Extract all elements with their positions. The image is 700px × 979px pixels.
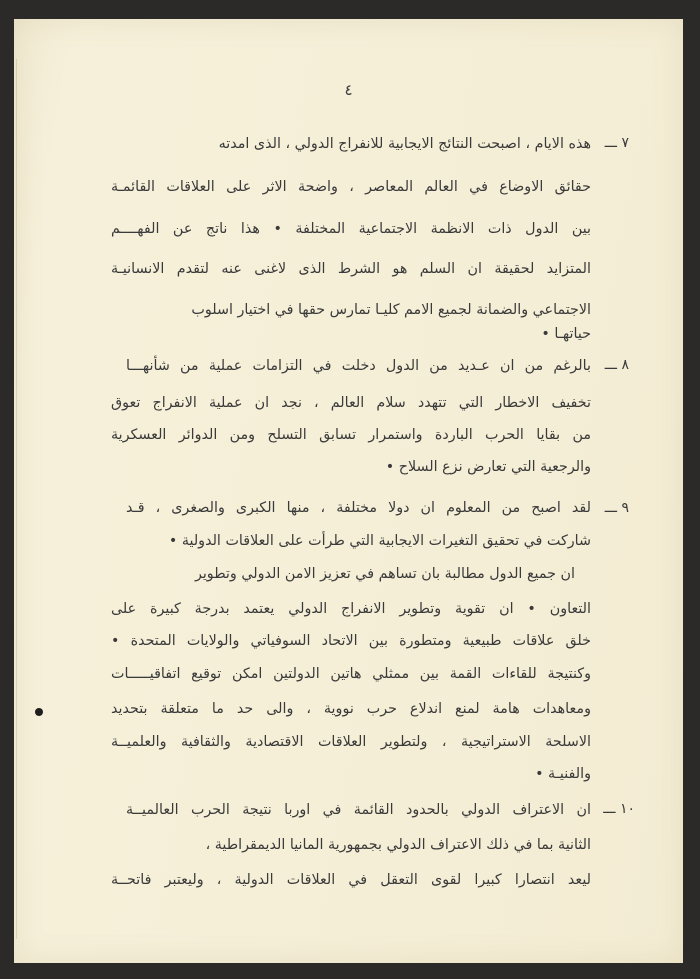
paragraph-7-line-1: هذه الايام ، اصبحت النتائج الايجابية للانفراج الدولي ، الذى امدته xyxy=(218,136,591,152)
page-number: ٤ xyxy=(344,81,353,99)
paragraph-9-line-4: التعاون • ان تقوية وتطوير الانفراج الدولي يعتمد بدرجة كبيرة على xyxy=(111,601,591,617)
paragraph-number-10: ١٠ ـــ xyxy=(603,801,635,817)
paragraph-7-line-2: حقائق الاوضاع في العالم المعاصر ، واضحة الاثر على العلاقات القائمـة xyxy=(111,179,591,195)
paragraph-number-8: ٨ ـــ xyxy=(604,357,629,373)
paragraph-9-line-8: الاسلحة الاستراتيجية ، ولتطوير العلاقات الاقتصادية والثقافية والعلميــة xyxy=(111,734,591,750)
paragraph-7-line-5: الاجتماعي والضمانة لجميع الامم كليـا تمارس حقها في اختيار اسلوب xyxy=(191,302,591,318)
paragraph-7-line-3: بين الدول ذات الانظمة الاجتماعية المختلفة • هذا ناتج عن الفهــــم xyxy=(111,221,591,237)
paragraph-10-line-3: ليعد انتصارا كبيرا لقوى التعقل في العلاقات الدولية ، وليعتبر فاتحــة xyxy=(111,872,591,888)
paragraph-7-line-6: حياتهـا • xyxy=(541,326,591,342)
paragraph-7-line-4: المتزايد لحقيقة ان السلم هو الشرط الذى لاغنى عنه لتقدم الانسانيـة xyxy=(111,261,591,277)
paragraph-9-line-1: لقد اصبح من المعلوم ان دولا مختلفة ، منها الكبرى والصغرى ، قـد xyxy=(126,500,591,516)
ink-speck xyxy=(35,708,43,716)
paragraph-number-7: ٧ ـــ xyxy=(604,135,629,151)
paragraph-9-line-2: شاركت في تحقيق التغيرات الايجابية التي طرأت على العلاقات الدولية • xyxy=(168,533,591,549)
paragraph-8-line-3: من بقايا الحرب الباردة واستمرار تسابق التسلح ومن الدوائر العسكرية xyxy=(111,427,591,443)
paragraph-8-line-4: والرجعية التي تعارض نزع السلاح • xyxy=(385,459,591,475)
paragraph-10-line-1: ان الاعتراف الدولي بالحدود القائمة في اوربا نتيجة الحرب العالميــة xyxy=(126,802,591,818)
paragraph-8-line-2: تخفيف الاخطار التي تتهدد سلام العالم ، نجد ان عملية الانفراج تعوق xyxy=(111,395,591,411)
paragraph-9-line-9: والفنيـة • xyxy=(535,766,591,782)
paragraph-9-line-3: ان جميع الدول مطالبة بان تساهم في تعزيز الامن الدولي وتطوير xyxy=(194,566,575,582)
paragraph-10-line-2: الثانية بما في ذلك الاعتراف الدولي بجمهورية المانيا الديمقراطية ، xyxy=(205,837,591,853)
paragraph-number-9: ٩ ـــ xyxy=(604,500,629,516)
paragraph-9-line-5: خلق علاقات طبيعية ومتطورة بين الاتحاد السوفياتي والولايات المتحدة • xyxy=(111,633,591,649)
paragraph-8-line-1: بالرغم من ان عـديد من الدول دخلت في التزامات عملية من شأنهـــا xyxy=(126,358,591,374)
paragraph-9-line-7: ومعاهدات هامة لمنع اندلاع حرب نووية ، والى حد ما متعلقة بتحديد xyxy=(111,701,591,717)
page-fold-line xyxy=(16,59,17,939)
paragraph-9-line-6: وكنتيجة للقاءات القمة بين ممثلي هاتين الدولتين امكن توقيع اتفاقيـــــات xyxy=(111,666,591,682)
document-page xyxy=(14,19,683,963)
